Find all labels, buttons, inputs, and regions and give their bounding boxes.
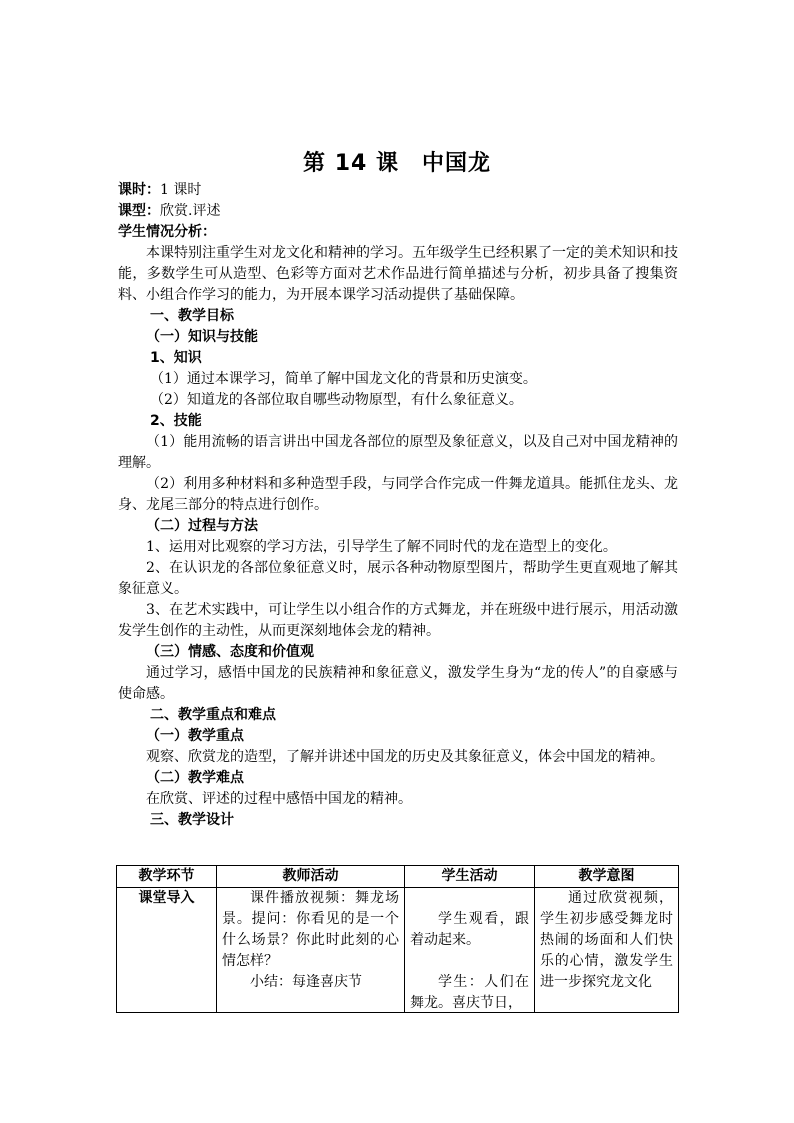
section1-sub3: （三）情感、态度和价值观 bbox=[146, 644, 314, 660]
section1-heading: 一、教学目标 bbox=[150, 308, 234, 324]
teacher-activity-text: 课件播放视频：舞龙场景。提问：你看见的是一个什么场景？你此时此刻的心情怎样？ bbox=[222, 890, 399, 969]
period-line bbox=[118, 180, 678, 201]
section1-sub2: （二）过程与方法 bbox=[146, 518, 258, 534]
teacher-summary-text: 小结：每逢喜庆节 bbox=[250, 974, 362, 990]
type-value: 欣赏.评述 bbox=[160, 203, 221, 219]
section2-sub1: （一）教学重点 bbox=[146, 728, 244, 744]
intent-cell bbox=[535, 888, 679, 1013]
column-header: 教学环节 bbox=[117, 866, 217, 888]
column-header: 学生活动 bbox=[405, 866, 535, 888]
analysis-paragraph: 本课特别注重学生对龙文化和精神的学习。五年级学生已经积累了一定的美术知识和技能，多数学生可从造型、色彩等方面对艺术作品进行简单描述与分析，初步具备了搜集资料、小组合作学习的能力，为开展本课学习活动提供了基础保障。 bbox=[118, 245, 678, 303]
skill-heading: 2、技能 bbox=[150, 413, 202, 429]
process-item: 2、在认识龙的各部位象征意义时，展示各种动物原型图片，帮助学生更直观地了解其象征意义。 bbox=[118, 560, 678, 597]
difficulty-paragraph: 在欣赏、评述的过程中感悟中国龙的精神。 bbox=[146, 791, 412, 807]
student-answer-text: 学生：人们在舞龙。喜庆节日， bbox=[410, 974, 529, 1011]
column-header: 教学意图 bbox=[535, 866, 679, 888]
key-points-paragraph: 观察、欣赏龙的造型，了解并讲述中国龙的历史及其象征意义，体会中国龙的精神。 bbox=[146, 749, 664, 765]
section1-sub1: （一）知识与技能 bbox=[146, 329, 258, 345]
process-item: 3、在艺术实践中，可让学生以小组合作的方式舞龙，并在班级中进行展示，用活动激发学生创作的主动性，从而更深刻地体会龙的精神。 bbox=[118, 602, 678, 639]
period-value: 1 课时 bbox=[160, 182, 202, 198]
skill-item: （1）能用流畅的语言讲出中国龙各部位的原型及象征意义，以及自己对中国龙精神的理解。 bbox=[118, 434, 678, 471]
intent-text: 通过欣赏视频，学生初步感受舞龙时热闹的场面和人们快乐的心情，激发学生进一步探究龙文化 bbox=[540, 890, 673, 990]
student-activity-cell bbox=[405, 888, 535, 1013]
section3-heading: 三、教学设计 bbox=[150, 812, 234, 828]
stage-cell: 课堂导入 bbox=[117, 888, 217, 1013]
knowledge-item: （1）通过本课学习，简单了解中国龙文化的背景和历史演变。 bbox=[150, 371, 537, 387]
knowledge-heading: 1、知识 bbox=[150, 350, 202, 366]
teaching-design-table bbox=[116, 865, 679, 1013]
knowledge-item: （2）知道龙的各部位取自哪些动物原型，有什么象征意义。 bbox=[150, 392, 523, 408]
section2-sub2: （二）教学难点 bbox=[146, 770, 244, 786]
teacher-activity-cell bbox=[217, 888, 405, 1013]
column-header: 教师活动 bbox=[217, 866, 405, 888]
student-activity-text: 学生观看，跟着动起来。 bbox=[410, 911, 529, 948]
period-label: 课时： bbox=[118, 182, 160, 198]
lesson-content bbox=[118, 180, 678, 831]
analysis-heading: 学生情况分析： bbox=[118, 224, 216, 240]
emotion-paragraph: 通过学习，感悟中国龙的民族精神和象征意义，激发学生身为“龙的传人”的自豪感与使命感。 bbox=[118, 665, 678, 702]
type-label: 课型： bbox=[118, 203, 160, 219]
table-header-row bbox=[117, 866, 679, 888]
type-line bbox=[118, 201, 678, 222]
process-item: 1、运用对比观察的学习方法，引导学生了解不同时代的龙在造型上的变化。 bbox=[146, 539, 617, 555]
skill-item: （2）利用多种材料和多种造型手段，与同学合作完成一件舞龙道具。能抓住龙头、龙身、龙尾三部分的特点进行创作。 bbox=[118, 476, 678, 513]
section2-heading: 二、教学重点和难点 bbox=[150, 707, 276, 723]
page-title: 第 14 课 中国龙 bbox=[303, 151, 491, 176]
table-row bbox=[117, 888, 679, 1013]
